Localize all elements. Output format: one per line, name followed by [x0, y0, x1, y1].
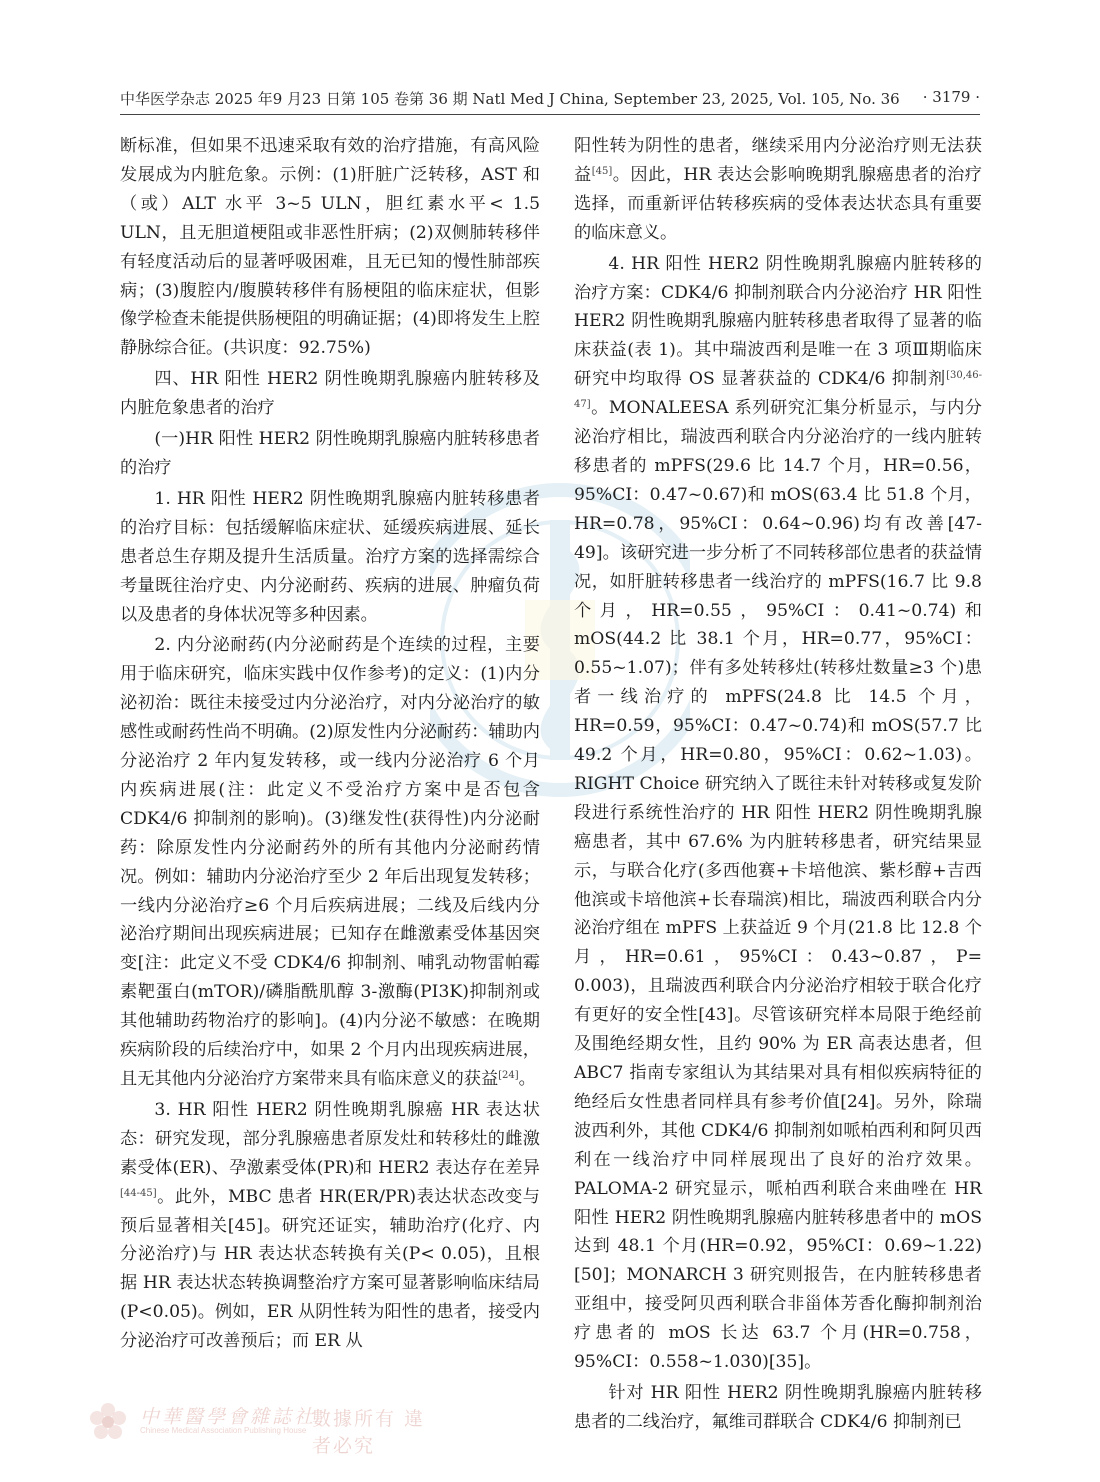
citation-ref: [24]: [498, 1070, 519, 1081]
right-column: [574, 132, 982, 1437]
section-heading: 四、HR 阳性 HER2 阴性晚期乳腺癌内脏转移及内脏危象患者的治疗: [120, 369, 540, 419]
left-column: [120, 132, 540, 1356]
paragraph: [574, 250, 982, 1377]
citation-ref: [44-45]: [120, 1187, 157, 1199]
paragraph-text: 阳性转为阴性的患者，继续采用内分泌治疗则无法获益: [574, 136, 982, 185]
paragraph: 断标准，但如果不迅速采取有效的治疗措施，有高风险发展成为内脏危象。示例：(1)肝脏广泛转移，AST 和（或）ALT 水平 3~5 ULN，胆红素水平< 1.5 ULN，且无胆道梗阻或非恶性肝病；(2)双侧肺转移伴有轻度活动后的显著呼吸困难，且无已知的慢性肺部疾病；(3)腹腔内/腹膜转移伴有肠梗阻的临床症状，但影像学检查未能提供肠梗阻的明确证据；(4)即将发生上腔静脉综合征。(共识度：92.75%): [120, 136, 540, 359]
journal-citation: 中华医学杂志 2025 年9 月23 日第 105 卷第 36 期 Natl Med J China, September 23, 2025, Vol. 105, No. 36: [120, 90, 900, 108]
publisher-name-cn: 中華醫學會雜誌社: [140, 1406, 317, 1428]
flower-logo-icon: [86, 1402, 130, 1442]
paragraph-text: 3. HR 阳性 HER2 阴性晚期乳腺癌 HR 表达状态：研究发现，部分乳腺癌患者原发灶和转移灶的雌激素受体(ER)、孕激素受体(PR)和 HER2 表达存在差异: [120, 1099, 540, 1178]
paragraph-text: 4. HR 阳性 HER2 阴性晚期乳腺癌内脏转移的治疗方案：CDK4/6 抑制剂联合内分泌治疗 HR 阳性 HER2 阴性晚期乳腺癌内脏转移患者取得了显著的临床获益(表 1)。其中瑞波西利是唯一在 3 项Ⅲ期临床研究中均取得 OS 显著获益的 CDK4/6 抑制剂: [574, 253, 982, 390]
paragraph-tail: 。: [518, 1069, 536, 1089]
page-number: · 3179 ·: [922, 88, 980, 106]
header-rule: [120, 114, 980, 115]
paragraph: [574, 132, 982, 248]
paragraph: 针对 HR 阳性 HER2 阴性晚期乳腺癌内脏转移患者的二线治疗，氟维司群联合 CDK4/6 抑制剂已: [574, 1382, 982, 1432]
publisher-name-en: Chinese Medical Association Publishing House: [140, 1426, 307, 1435]
citation-ref: [45]: [591, 165, 613, 177]
copyright-stamp: 數據所有 違者必究: [312, 1408, 426, 1457]
paragraph: 1. HR 阳性 HER2 阴性晚期乳腺癌内脏转移患者的治疗目标：包括缓解临床症状、延缓疾病进展、延长患者总生存期及提升生活质量。治疗方案的选择需综合考量既往治疗史、内分泌耐药、疾病的进展、肿瘤负荷以及患者的身体状况等多种因素。: [120, 488, 540, 625]
paragraph-tail: 。MONALEESA 系列研究汇集分析显示，与内分泌治疗相比，瑞波西利联合内分泌治疗的一线内脏转移患者的 mPFS(29.6 比 14.7 个月，HR=0.56，95%CI：0.47~0.67)和 mOS(63.4 比 51.8 个月，HR=0.78，95%CI：0.64~0.96)均有改善[47-49]。该研究进一步分析了不同转移部位患者的获益情况，如肝脏转移患者一线治疗的 mPFS(16.7 比 9.8 个月，HR=0.55，95%CI：0.41~0.74)和 mOS(44.2 比 38.1 个月，HR=0.77，95%CI：0.55~1.07)；伴有多处转移灶(转移灶数量≥3 个)患者一线治疗的 mPFS(24.8 比 14.5 个月，HR=0.59，95%CI：0.47~0.74)和 mOS(57.7 比 49.2 个月，HR=0.80，95%CI：0.62~1.03)。RIGHT Choice 研究纳入了既往未针对转移或复发阶段进行系统性治疗的 HR 阳性 HER2 阴性晚期乳腺癌患者，其中 67.6% 为内脏转移患者，研究结果显示，与联合化疗(多西他赛+卡培他滨、紫杉醇+吉西他滨或卡培他滨+长春瑞滨)相比，瑞波西利联合内分泌治疗组在 mPFS 上获益近 9 个月(21.8 比 12.8 个月，HR=0.61，95%CI：0.43~0.87，P= 0.003)，且瑞波西利联合内分泌治疗相较于联合化疗有更好的安全性[43]。尽管该研究样本局限于绝经前及围绝经期女性，且约 90% 为 ER 高表达患者，但 ABC7 指南专家组认为其结果对具有相似疾病特征的绝经后女性患者同样具有参考价值[24]。另外，除瑞波西利外，其他 CDK4/6 抑制剂如哌柏西利和阿贝西利在一线治疗中同样展现出了良好的治疗效果。PALOMA-2 研究显示，哌柏西利联合来曲唑在 HR 阳性 HER2 阴性晚期乳腺癌内脏转移患者中的 mOS 达到 48.1 个月(HR=0.92，95%CI：0.69~1.22)[50]；MONARCH 3 研究则报告，在内脏转移患者亚组中，接受阿贝西利联合非甾体芳香化酶抑制剂治疗患者的 mOS 长达 63.7 个月(HR=0.758，95%CI：0.558~1.030)[35]。: [574, 398, 982, 1373]
paragraph: [120, 1096, 540, 1356]
paragraph: [120, 631, 540, 1094]
paragraph-tail: 。因此，HR 表达会影响晚期乳腺癌患者的治疗选择，而重新评估转移疾病的受体表达状态具有重要的临床意义。: [574, 164, 982, 243]
publisher-watermark-logo: [86, 1402, 426, 1457]
running-head: [120, 86, 980, 112]
paragraph-text: 2. 内分泌耐药(内分泌耐药是个连续的过程，主要用于临床研究，临床实践中仅作参考)的定义：(1)内分泌初治：既往未接受过内分泌治疗，对内分泌治疗的敏感性或耐药性尚不明确。(2)原发性内分泌耐药：辅助内分泌治疗 2 年内复发转移，或一线内分泌治疗 6 个月内疾病进展(注：此定义不受治疗方案中是否包含 CDK4/6 抑制剂的影响)。(3)继发性(获得性)内分泌耐药：除原发性内分泌耐药外的所有其他内分泌耐药情况。例如：辅助内分泌治疗至少 2 年后出现复发转移；一线内分泌治疗≥6 个月后疾病进展；二线及后线内分泌治疗期间出现疾病进展；已知存在雌激素受体基因突变[注：此定义不受 CDK4/6 抑制剂、哺乳动物雷帕霉素靶蛋白(mTOR)/磷脂酰肌醇 3-激酶(PI3K)抑制剂或其他辅助药物治疗的影响]。(4)内分泌不敏感：在晚期疾病阶段的后续治疗中，如果 2 个月内出现疾病进展，且无其他内分泌治疗方案带来具有临床意义的获益: [120, 635, 540, 1089]
paragraph-tail: 。此外，MBC 患者 HR(ER/PR)表达状态改变与预后显著相关[45]。研究还证实，辅助治疗(化疗、内分泌治疗)与 HR 表达状态转换有关(P< 0.05)，且根据 HR 表达状态转换调整治疗方案可显著影响临床结局(P<0.05)。例如，ER 从阴性转为阳性的患者，接受内分泌治疗可改善预后；而 ER 从: [120, 1186, 540, 1352]
citation-ref: [30,46-47]: [574, 370, 982, 411]
subsection-heading: (一)HR 阳性 HER2 阴性晚期乳腺癌内脏转移患者的治疗: [120, 429, 540, 478]
